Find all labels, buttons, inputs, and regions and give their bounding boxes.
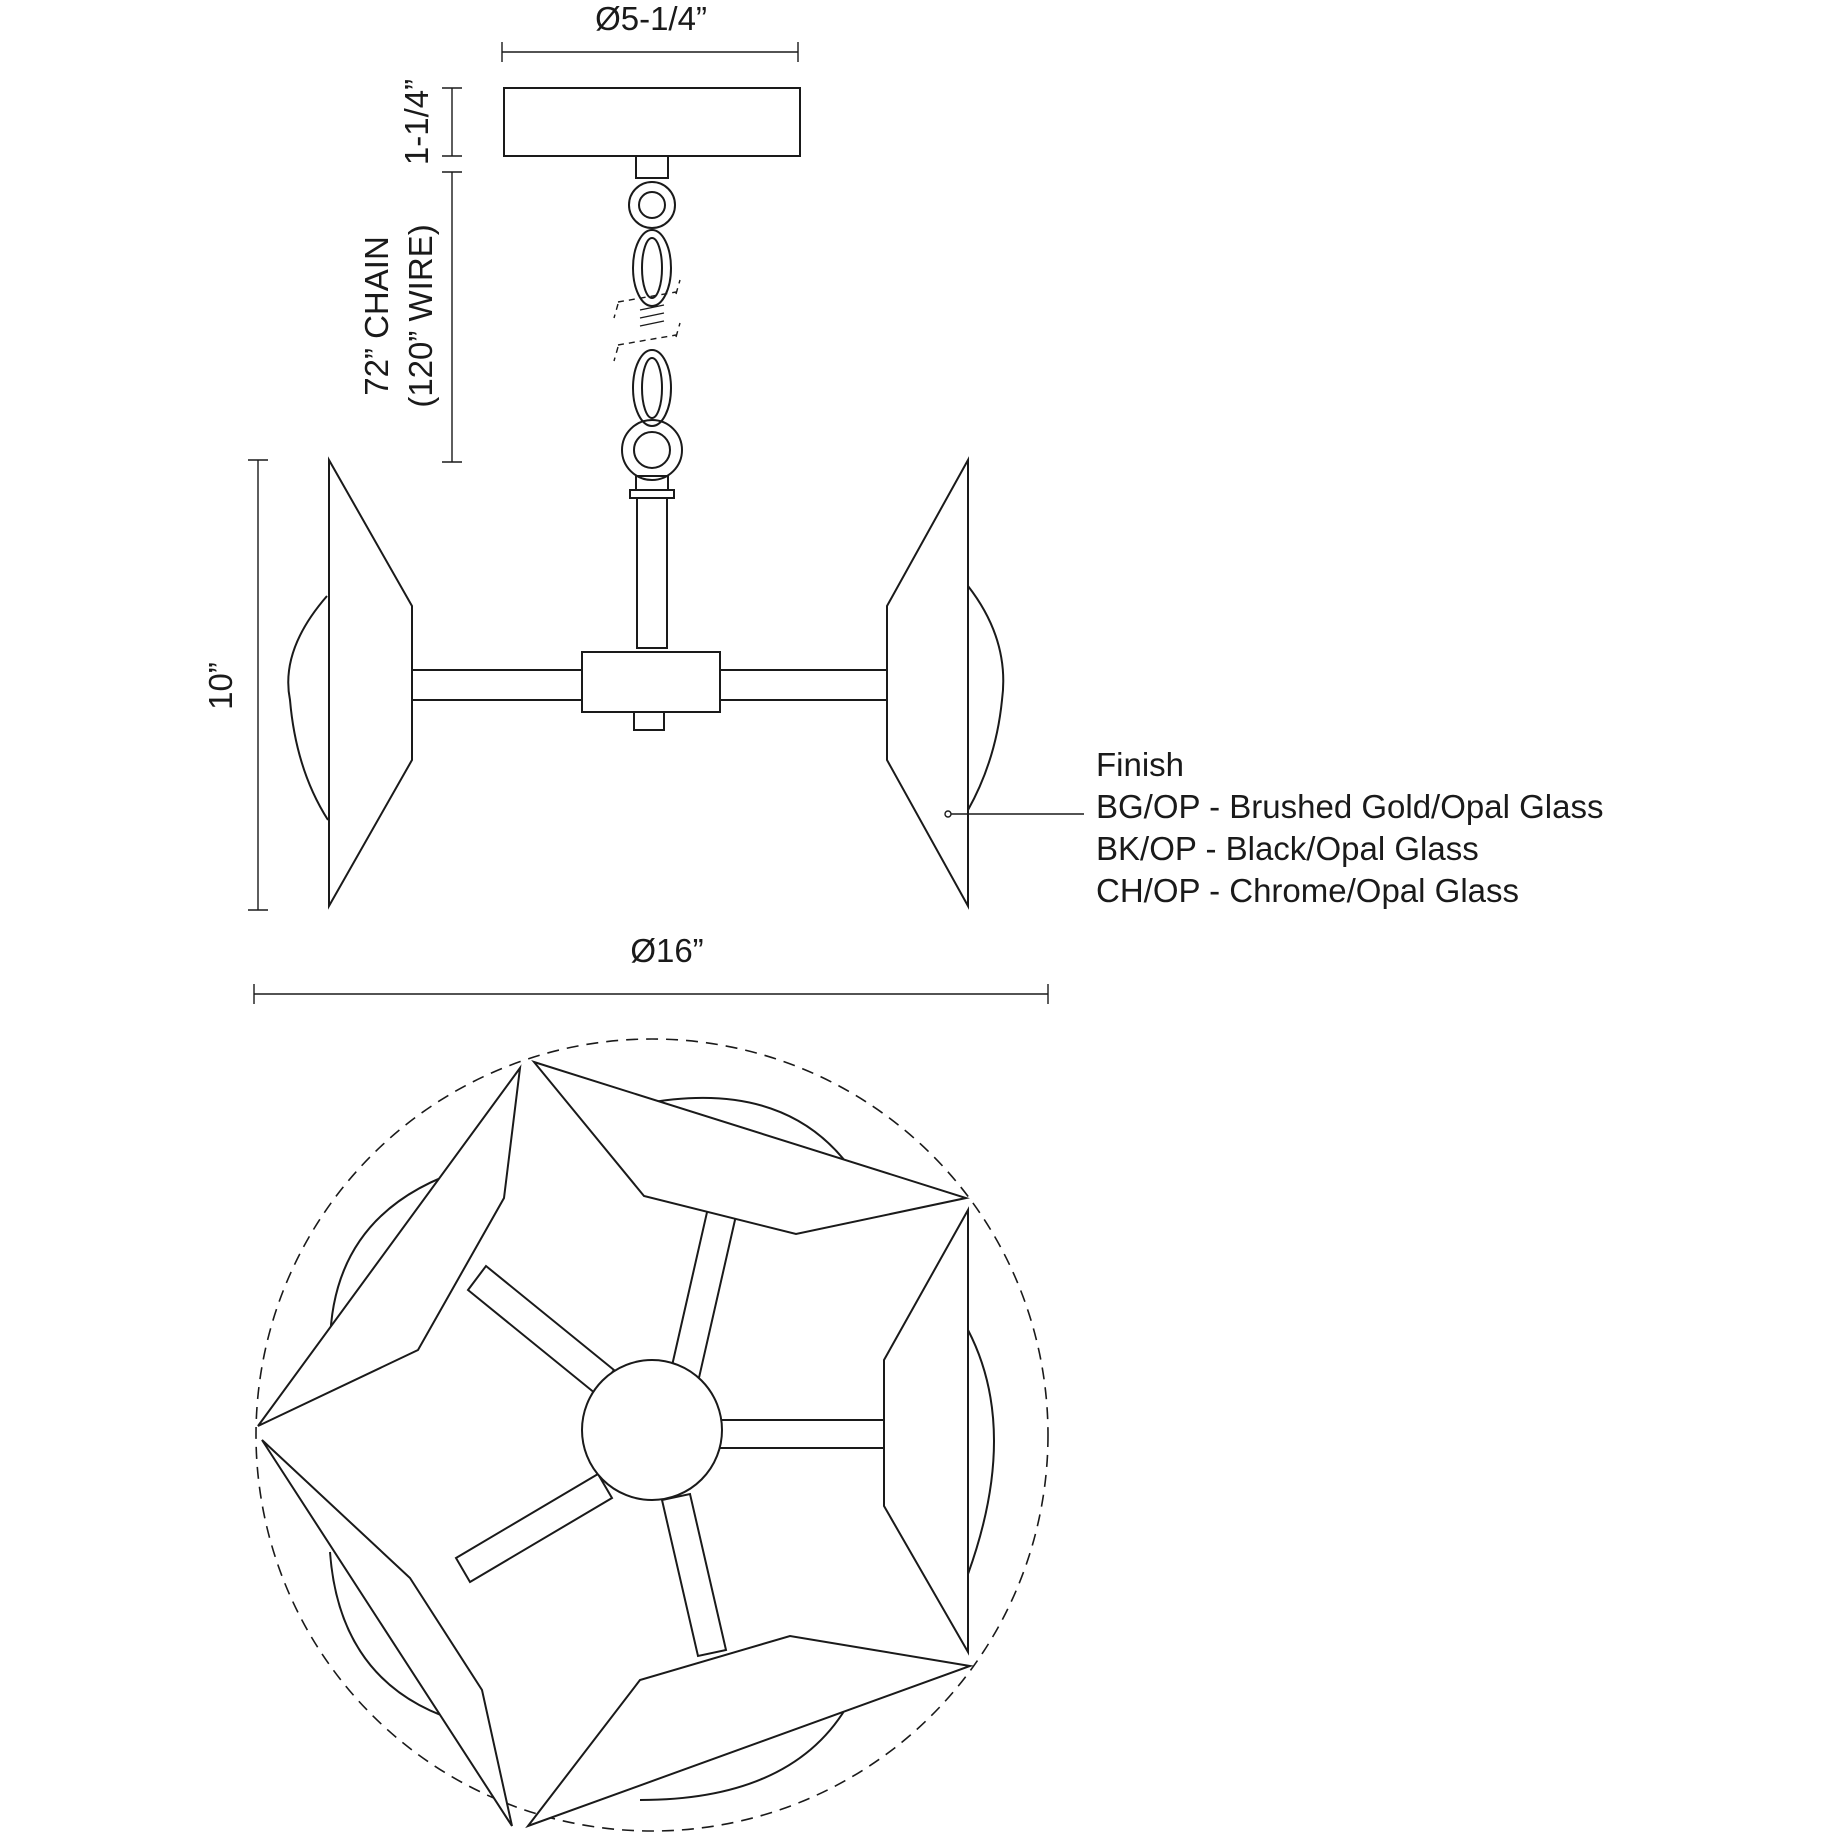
chain-upper xyxy=(614,182,680,361)
fixture-height-label: 10” xyxy=(202,662,239,710)
dimension-lines xyxy=(248,42,1048,1004)
plan-view xyxy=(256,1039,1048,1831)
hub-finial xyxy=(634,712,664,730)
side-elevation xyxy=(288,88,1084,906)
finish-option-ch-op: CH/OP - Chrome/Opal Glass xyxy=(1096,872,1520,909)
arm-right xyxy=(720,670,898,700)
glass-dome-left xyxy=(288,596,328,820)
canopy xyxy=(504,88,800,156)
shade-left xyxy=(329,460,412,906)
finish-option-bg-op: BG/OP - Brushed Gold/Opal Glass xyxy=(1096,788,1604,825)
finish-legend xyxy=(1096,744,1603,912)
glass-dome-right xyxy=(968,586,1003,810)
hub-body xyxy=(582,652,720,712)
plan-center-hub xyxy=(582,1360,722,1500)
chain-length-label: 72” CHAIN xyxy=(358,236,395,396)
finish-title: Finish xyxy=(1096,746,1185,783)
chain-lower xyxy=(622,350,682,498)
finish-option-bk-op: BK/OP - Black/Opal Glass xyxy=(1096,830,1479,867)
canopy-diameter-label: Ø5-1/4” xyxy=(595,0,707,37)
wire-length-label: (120” WIRE) xyxy=(402,224,439,408)
arm-left xyxy=(412,670,584,700)
fixture-diameter-label: Ø16” xyxy=(630,932,704,969)
shade-right xyxy=(887,460,968,906)
center-stem xyxy=(637,498,667,648)
canopy-loop-collar xyxy=(636,156,668,178)
canopy-height-label: 1-1/4” xyxy=(398,78,435,166)
